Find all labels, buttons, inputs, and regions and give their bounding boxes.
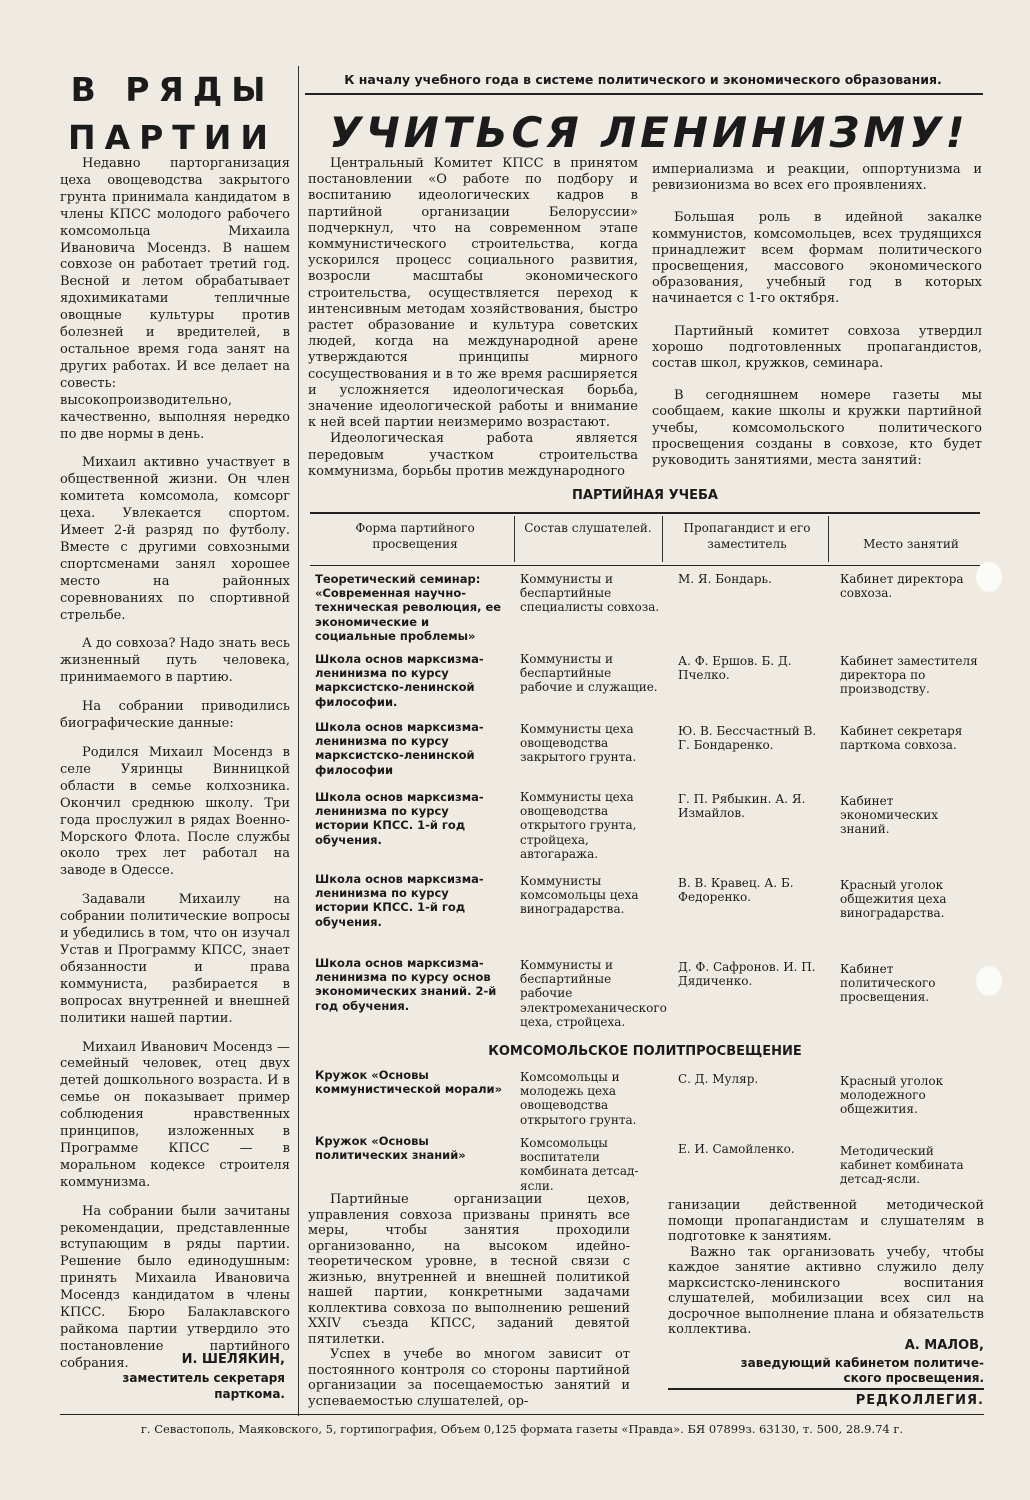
imprint-footer: г. Севастополь, Маяковского, 5, гортипография, Объем 0,125 формата газеты «Правда». БЯ 07899з. 63130, т. 500, 28.9.74 г. (140, 1422, 904, 1436)
table-cell-place: Методический кабинет комбината детсад-ясли. (840, 1144, 964, 1187)
footer-rule (60, 1414, 984, 1415)
intro-column-1 (308, 156, 638, 480)
table-cell-form: Кружок «Основы коммунистической морали» (315, 1068, 503, 1097)
left-signature-line-2: парткома. (214, 1387, 285, 1401)
intro-paragraph: Идеологическая работа является передовым участком строительства коммунизма, борьбы против международного (308, 431, 638, 479)
main-signature-line-1: заведующий кабинетом политиче- (740, 1356, 984, 1370)
section-komsomol-title: КОМСОМОЛЬСКОЕ ПОЛИТПРОСВЕЩЕНИЕ (488, 1044, 802, 1059)
intro-paragraph: Партийный комитет совхоза утвердил хорошо подготовленных пропагандистов, состав школ, кружков, семинара. (652, 323, 982, 372)
table-header-separator (514, 516, 515, 562)
table-cell-leaders: А. Ф. Ершов. Б. Д. Пчелко. (678, 654, 792, 683)
table-cell-audience: Коммунисты и беспартийные рабочие электромеханического цеха, стройцеха. (520, 958, 667, 1029)
intro-paragraph: Центральный Комитет КПСС в принятом постановлении «О работе по подбору и воспитанию идеологических кадров в партийной организации Белоруссии» подчеркнул, что на современном этапе коммунистического строительства, когда ускорился процесс социального развития, возросли масштабы экономического строительства, осуществляется переход к интенсивным методам хозяйствования, быстро растет образование и культура советских людей, когда на международной арене утверждаются принципы мирного сосуществования и в то же время расширяется и усложняется идеологическая борьба, значение идеологической работы и внимание к ней всей партии неизмеримо возрастают. (308, 156, 638, 431)
intro-paragraph: Большая роль в идейной закалке коммунистов, комсомольцев, всех трудящихся принадлежит всем формам политического просвещения, массового экономического образования, учебный год в которых начинается с 1-го октября. (652, 210, 982, 307)
closing-paragraph: Успех в учебе во многом зависит от постоянного контроля со стороны партийной организации за посещаемостью занятий и успеваемостью слушателей, ор- (308, 1347, 630, 1409)
left-signature-name: И. ШЕЛЯКИН, (181, 1352, 285, 1367)
table-header-audience: Состав слушателей. (524, 521, 652, 535)
table-cell-place: Красный уголок молодежного общежития. (840, 1074, 944, 1117)
table-cell-leaders: С. Д. Муляр. (678, 1072, 759, 1086)
closing-paragraph: Важно так организовать учебу, чтобы каждое занятие активно служило делу марксистско-ленинского воспитания слушателей, мобилизации всех сил на досрочное выполнение плана и обязательств коллектива. (668, 1244, 984, 1337)
table-cell-leaders: М. Я. Бондарь. (678, 572, 772, 586)
left-headline-line-1: В РЯДЫ (70, 70, 275, 109)
table-cell-audience: Коммунисты цеха овощеводства открытого грунта, стройцеха, автогаража. (520, 790, 637, 861)
main-signature-line-2: ского просвещения. (843, 1371, 984, 1385)
table-top-rule (310, 512, 980, 514)
table-cell-audience: Комсомольцы воспитатели комбината детсад-ясли. (520, 1136, 639, 1193)
table-cell-leaders: Е. И. Самойленко. (678, 1142, 795, 1156)
left-paragraph: Недавно парторганизация цеха овощеводства закрытого грунта принимала кандидатом в члены КПСС молодого рабочего комсомольца Михаила Ивановича Мосендз. В нашем совхозе он работает третий год. Весной и летом обрабатывает ядохимикатами тепличные овощные культуры против болезней и вредителей, в остальное время года занят на других работах. И все делает на совесть: высокопроизводительно, качественно, выполняя нередко по две нормы в день. (60, 156, 290, 442)
table-header-separator (662, 516, 663, 562)
closing-column-2 (668, 1198, 984, 1338)
main-signature-position (668, 1356, 984, 1386)
column-divider (298, 66, 299, 1416)
left-headline (60, 66, 285, 162)
table-cell-leaders: В. В. Кравец. А. Б. Федоренко. (678, 876, 794, 905)
table-cell-audience: Коммунисты и беспартийные рабочие и служащие. (520, 652, 658, 695)
table-cell-place: Кабинет политического просвещения. (840, 962, 936, 1005)
table-header-form: Форма партийного просвещения (355, 521, 475, 551)
left-paragraph: На собрании были зачитаны рекомендации, представленные вступающим в ряды партии. Решение было единодушным: принять Михаила Ивановича Мосендз кандидатом в члены КПСС. Бюро Балаклавского райкома партии утвердило это постановление партийного собрания. (60, 1203, 290, 1371)
intro-paragraph: империализма и реакции, оппортунизма и ревизионизма во всех его проявлениях. (652, 162, 982, 194)
closing-paragraph: ганизации действенной методической помощи пропагандистам и слушателям в подготовке к занятиям. (668, 1198, 984, 1244)
left-article-body (60, 156, 290, 1373)
kicker-line: К началу учебного года в системе политического и экономического образования. (344, 72, 942, 87)
punch-hole (976, 562, 1002, 592)
closing-paragraph: Партийные организации цехов, управления совхоза призваны принять все меры, чтобы занятия проходили организованно, на высоком идейно-теоретическом уровне, в тесной связи с жизнью, внутренней и внешней политикой нашей партии, конкретными задачами коллектива совхоза по выполнению решений XXIV съезда КПСС, заданий девятой пятилетки. (308, 1192, 630, 1347)
table-header-place: Место занятий (863, 537, 959, 551)
table-cell-place: Кабинет секретаря парткома совхоза. (840, 724, 963, 753)
table-header-separator (828, 516, 829, 562)
closing-column-1 (308, 1192, 630, 1409)
table-cell-form: Кружок «Основы политических знаний» (315, 1134, 466, 1163)
table-cell-audience: Коммунисты комсомольцы цеха виноградарства. (520, 874, 639, 917)
left-paragraph: На собрании приводились биографические данные: (60, 699, 290, 732)
table-cell-place: Кабинет заместителя директора по производству. (840, 654, 978, 697)
left-paragraph: Михаил Иванович Мосендз — семейный человек, отец двух детей дошкольного возраста. И в семье он показывает пример соблюдения нравственных принципов, изложенных в Программе КПСС — в моральном кодексе строителя коммунизма. (60, 1039, 290, 1190)
punch-hole (976, 966, 1002, 996)
left-paragraph: Задавали Михаилу на собрании политические вопросы и убедились в том, что он изучал Устав и Программу КПСС, знает обязанности и права коммуниста, разбирается в вопросах внутренней и внешней политики нашей партии. (60, 892, 290, 1026)
main-signature-name: А. МАЛОВ, (904, 1338, 984, 1353)
table-cell-place: Кабинет директора совхоза. (840, 572, 964, 601)
main-title: УЧИТЬСЯ ЛЕНИНИЗМУ! (329, 108, 969, 157)
editorial-board: РЕДКОЛЛЕГИЯ. (855, 1393, 984, 1408)
table-cell-form: Теоретический семинар: «Современная научно-техническая революция, ее экономические и социальные проблемы» (315, 572, 502, 643)
table-cell-audience: Комсомольцы и молодежь цеха овощеводства открытого грунта. (520, 1070, 637, 1127)
table-cell-form: Школа основ марксизма-ленинизма по курсу основ экономических знаний. 2-й год обучения. (315, 956, 497, 1013)
table-header-leaders: Пропагандист и его заместитель (683, 521, 811, 551)
left-paragraph: Родился Михаил Мосендз в селе Уяринцы Винницкой области в семье колхозника. Окончил среднюю школу. Три года прослужил в рядах Военно-Морского Флота. После службы около трех лет работал на заводе в Одессе. (60, 745, 290, 879)
table-cell-place: Красный уголок общежития цеха виноградарства. (840, 878, 947, 921)
table-cell-form: Школа основ марксизма-ленинизма по курсу истории КПСС. 1-й год обучения. (315, 790, 484, 847)
table-header-bottom-rule (310, 565, 980, 566)
left-paragraph: Михаил активно участвует в общественной жизни. Он член комитета комсомола, комсорг цеха. Увлекается спортом. Имеет 2-й разряд по футболу. Вместе с другими совхозными спортсменами занял хорошее место на районных соревнованиях по спортивной стрельбе. (60, 455, 290, 623)
table-cell-form: Школа основ марксизма-ленинизма по курсу истории КПСС. 1-й год обучения. (315, 872, 484, 929)
editorial-rule (668, 1388, 984, 1390)
table-cell-leaders: Д. Ф. Сафронов. И. П. Дядиченко. (678, 960, 816, 989)
intro-column-2 (652, 162, 982, 469)
table-cell-audience: Коммунисты и беспартийные специалисты совхоза. (520, 572, 660, 615)
table-cell-leaders: Ю. В. Бессчастный В. Г. Бондаренко. (678, 724, 817, 753)
intro-paragraph: В сегодняшнем номере газеты мы сообщаем, какие школы и кружки партийной учебы, комсомольского политического просвещения созданы в совхозе, кто будет руководить занятиями, места занятий: (652, 388, 982, 469)
table-cell-audience: Коммунисты цеха овощеводства закрытого грунта. (520, 722, 637, 765)
left-signature-position (60, 1370, 285, 1402)
table-cell-leaders: Г. П. Рябыкин. А. Я. Измайлов. (678, 792, 806, 821)
section-party-study-title: ПАРТИЙНАЯ УЧЕБА (572, 488, 718, 503)
left-signature-line-1: заместитель секретаря (122, 1371, 285, 1385)
left-headline-line-2: ПАРТИИ (67, 118, 278, 157)
table-cell-form: Школа основ марксизма-ленинизма по курсу марксистско-ленинской философии (315, 720, 484, 777)
table-cell-form: Школа основ марксизма-ленинизма по курсу марксистско-ленинской философии. (315, 652, 484, 709)
left-paragraph: А до совхоза? Надо знать весь жизненный путь человека, принимаемого в партию. (60, 636, 290, 686)
kicker-rule (305, 93, 983, 95)
table-cell-place: Кабинет экономических знаний. (840, 794, 939, 837)
